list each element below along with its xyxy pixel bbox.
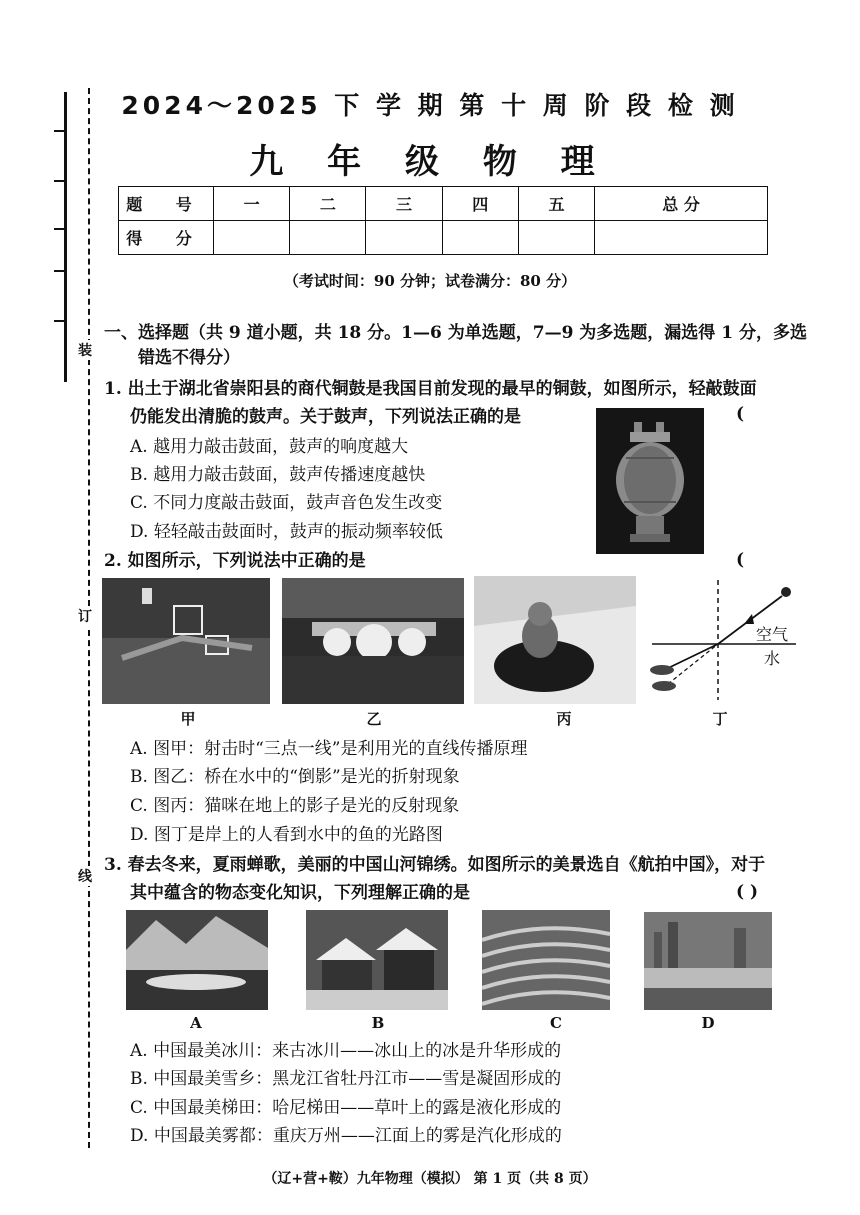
q1-stem-cont: 仍能发出清脆的鼓声。关于鼓声，下列说法正确的是 — [130, 407, 521, 427]
q3-stem-cont: 其中蕴含的物态变化知识，下列理解正确的是 — [130, 883, 470, 903]
margin-tick — [54, 228, 64, 230]
score-cell: 得 分 — [119, 221, 214, 255]
margin-tick — [54, 130, 64, 132]
score-input-cell[interactable] — [595, 221, 768, 255]
photo-jia-shooting — [102, 578, 270, 704]
photo-bing-cat-shadow — [474, 576, 636, 704]
caption-bing: 丙 — [556, 710, 572, 728]
q2-answer-paren[interactable]: ( — [736, 550, 745, 570]
score-cell: 总 分 — [595, 187, 768, 221]
q1-option-b: B. 越用力敲击鼓面，鼓声传播速度越快 — [130, 465, 426, 485]
caption-c: C — [550, 1014, 562, 1032]
score-input-cell[interactable] — [290, 221, 366, 255]
photo-yi-bridge — [282, 578, 464, 704]
score-cell: 一 — [214, 187, 290, 221]
q3-option-b: B. 中国最美雪乡：黑龙江省牡丹江市——雪是凝固形成的 — [130, 1069, 562, 1089]
score-cell: 四 — [442, 187, 518, 221]
score-input-cell[interactable] — [442, 221, 518, 255]
q3-answer-paren[interactable]: ( ) — [736, 882, 759, 902]
binding-char-xian: 线 — [78, 866, 92, 886]
q1-option-a: A. 越用力敲击鼓面，鼓声的响度越大 — [130, 437, 409, 457]
q2-option-d: D. 图丁是岸上的人看到水中的鱼的光路图 — [130, 825, 443, 845]
q1-option-c: C. 不同力度敲击鼓面，鼓声音色发生改变 — [130, 493, 443, 513]
q3-option-c: C. 中国最美梯田：哈尼梯田——草叶上的露是液化形成的 — [130, 1098, 562, 1118]
q2-option-b: B. 图乙：桥在水中的“倒影”是光的折射现象 — [130, 767, 460, 787]
caption-d: D — [701, 1014, 715, 1032]
q2-stem: 2. 如图所示，下列说法中正确的是 — [104, 551, 366, 571]
section-heading: 一、选择题（共 9 道小题，共 18 分。1—6 为单选题，7—9 为多选题，漏选得 1 分，多选 — [104, 323, 807, 343]
q3-stem: 3. 春去冬来，夏雨蝉歌，美丽的中国山河锦绣。如图所示的美景选自《航拍中国》，对于 — [104, 855, 766, 875]
caption-yi: 乙 — [366, 710, 382, 728]
q1-option-d: D. 轻轻敲击鼓面时，鼓声的振动频率较低 — [130, 522, 443, 542]
binding-char-zhuang: 装 — [78, 340, 92, 360]
caption-ding: 丁 — [712, 710, 728, 728]
photo-d-fog-city — [644, 912, 772, 1010]
q1-stem: 1. 出土于湖北省崇阳县的商代铜鼓是我国目前发现的最早的铜鼓，如图所示，轻敲鼓面 — [104, 379, 757, 399]
q2-option-a: A. 图甲：射击时“三点一线”是利用光的直线传播原理 — [130, 739, 528, 759]
score-cell: 五 — [518, 187, 594, 221]
exam-title: 2024～2025 下 学 期 第 十 周 阶 段 检 测 — [121, 91, 739, 120]
q3-option-d: D. 中国最美雾都：重庆万州——江面上的雾是汽化形成的 — [130, 1126, 562, 1146]
score-cell: 三 — [366, 187, 442, 221]
binding-char-ding: 订 — [78, 606, 92, 626]
photo-c-terraces — [482, 910, 610, 1010]
score-table-score-row — [119, 221, 768, 255]
label-water: 水 — [764, 649, 781, 668]
diagram-ding-refraction — [640, 580, 800, 708]
section-heading-cont: 错选不得分） — [138, 348, 240, 368]
margin-tick — [54, 320, 64, 322]
exam-info: （考试时间：90 分钟；试卷满分：80 分） — [283, 272, 577, 290]
caption-a: A — [190, 1014, 202, 1032]
photo-a-glacier — [126, 910, 268, 1010]
page-footer: （辽+营+鞍）九年物理（模拟） 第 1 页（共 8 页） — [263, 1171, 597, 1187]
subject-title: 九 年 级 物 理 — [249, 142, 611, 182]
label-air: 空气 — [756, 625, 789, 644]
score-input-cell[interactable] — [518, 221, 594, 255]
score-cell: 二 — [290, 187, 366, 221]
q2-option-c: C. 图丙：猫咪在地上的影子是光的反射现象 — [130, 796, 460, 816]
caption-b: B — [371, 1014, 385, 1032]
score-table-header-row — [119, 187, 768, 221]
score-table — [118, 186, 768, 255]
score-input-cell[interactable] — [366, 221, 442, 255]
q3-option-a: A. 中国最美冰川：来古冰川——冰山上的冰是升华形成的 — [130, 1041, 562, 1061]
caption-jia: 甲 — [180, 710, 196, 728]
q1-answer-paren[interactable]: ( — [736, 404, 745, 424]
bronze-drum-image — [596, 408, 704, 554]
photo-b-snow-town — [306, 910, 448, 1010]
score-input-cell[interactable] — [214, 221, 290, 255]
score-cell: 题 号 — [119, 187, 214, 221]
